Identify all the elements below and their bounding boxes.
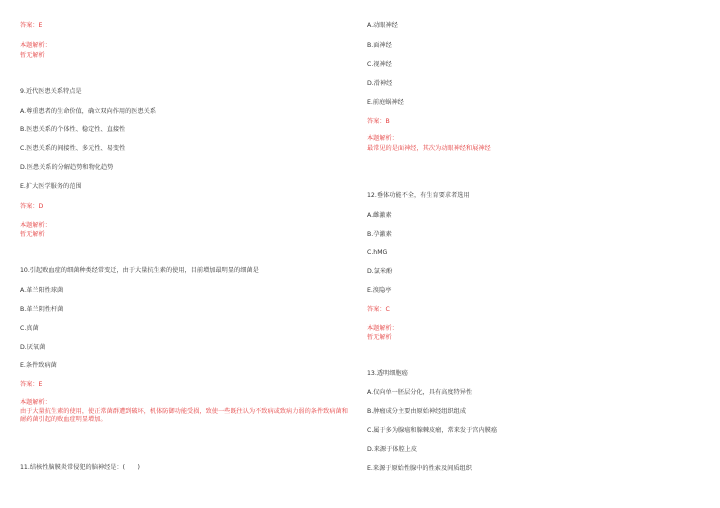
option-a: A.动眼神经	[367, 22, 398, 29]
option-d: D.医患关系的分解趋势和物化趋势	[20, 164, 114, 171]
option-d: D.厌氧菌	[20, 344, 46, 351]
question-stem-11: 11.结核性脑膜炎常侵犯的脑神经是：( )	[20, 464, 140, 471]
option-b: B.革兰阴性杆菌	[20, 306, 64, 313]
answer-line: 答案：E	[20, 22, 43, 29]
option-b: B.面神经	[367, 42, 392, 49]
option-b: B.孕激素	[367, 231, 392, 238]
question-stem-9: 9.近代医患关系特点是	[20, 88, 82, 95]
option-c: C.视神经	[367, 61, 392, 68]
explain-text: 最常见的是面神经，其次为动眼神经和展神经	[367, 145, 491, 152]
explain-text: 由于大量抗生素的使用，使正常菌群遭到破坏，机体防御功能受损，致使一些既往认为不致病或致病力弱的条件致病菌和耐药菌引起的败血症明显增加。	[20, 408, 348, 423]
option-a: A.尊重患者的生命价值，确立双向作用的医患关系	[20, 108, 157, 115]
option-a: A.仅向单一胚层分化，具有高度特异性	[367, 389, 473, 396]
option-e: E.前庭蜗神经	[367, 99, 404, 106]
explain-text: 暂无解析	[20, 52, 45, 59]
option-e: E.溴隐亭	[367, 287, 392, 294]
option-e: E.条件致病菌	[20, 362, 57, 369]
option-b: B.医患关系的个体性、稳定性、直接性	[20, 126, 126, 133]
option-d: D.滑神经	[367, 80, 393, 87]
question-stem-12: 12.垂体功能不全，有生育要求者选用	[367, 192, 470, 199]
question-stem-13: 13.透明细胞癌	[367, 370, 408, 377]
explain-label: 本题解析：	[20, 42, 51, 49]
option-a: A.革兰阳性球菌	[20, 287, 64, 294]
option-c: C.真菌	[20, 325, 39, 332]
explain-label: 本题解析：	[367, 325, 398, 332]
explain-text: 暂无解析	[367, 334, 392, 341]
answer-line: 答案：D	[20, 203, 44, 210]
answer-line: 答案：C	[367, 306, 390, 313]
option-b: B.肿瘤成分主要由原始神经组织组成	[367, 408, 467, 415]
option-e: E.来源于原始性腺中的性索及间质组织	[367, 465, 472, 472]
explain-label: 本题解析：	[20, 399, 51, 406]
option-d: D.来源于体腔上皮	[367, 446, 418, 453]
explain-text: 暂无解析	[20, 231, 45, 238]
option-c: C.hMG	[367, 249, 388, 256]
explain-label: 本题解析：	[367, 135, 398, 142]
option-c: C.医患关系的间接性、多元性、易变性	[20, 145, 126, 152]
option-a: A.雌激素	[367, 212, 392, 219]
option-c: C.属于多为腺癌和腺棘皮瘤，常来发于宫内膜癌	[367, 427, 498, 434]
answer-line: 答案：B	[367, 118, 390, 125]
answer-line: 答案：E	[20, 381, 43, 388]
option-d: D.氯米酚	[367, 268, 393, 275]
option-e: E.扩大医学服务的范围	[20, 183, 82, 190]
question-stem-10: 10.引起败血症的细菌种类经常变迁，由于大量抗生素的使用，目前增加最明显的细菌是	[20, 267, 259, 274]
explain-label: 本题解析：	[20, 222, 51, 229]
